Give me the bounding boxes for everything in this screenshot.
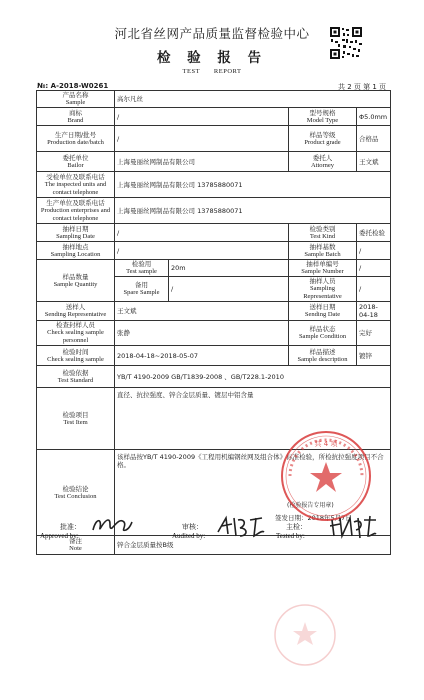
label-production-date: 生产日期/批号 Production date/batch: [37, 126, 115, 152]
label-sample-description: 样品描述 Sample description: [289, 346, 357, 366]
row-inspected-units: [37, 172, 391, 198]
value-product-name: 高尔凡丝: [115, 91, 391, 108]
value-attorney: 王文斌: [357, 152, 391, 172]
faint-stamp: [270, 600, 340, 670]
label-sample-number: 抽样单编号 Sample Number: [289, 260, 357, 277]
approved-by: 批准： Approved by:: [40, 523, 81, 540]
row-seal: [37, 321, 391, 346]
label-brand: 商标 Brand: [37, 108, 115, 126]
stamp-label: (检验报告专用章): [287, 502, 334, 509]
inspection-seal: [276, 426, 376, 526]
label-sending-rep: 送样人 Sending Representative: [37, 302, 115, 321]
label-sample-condition: 样品状态 Sample Condition: [289, 321, 357, 346]
label-test-standard: 检验依据 Test Standard: [37, 366, 115, 388]
label-sampling-location: 抽样地点 Sampling Location: [37, 242, 115, 260]
value-brand: /: [115, 108, 289, 126]
value-sampling-date: /: [115, 224, 289, 242]
label-grade: 样品等级 Product grade: [289, 126, 357, 152]
value-sending-date: 2018-04-18: [357, 302, 391, 321]
label-sample-quantity: 样品数量 Sample Quantity: [37, 260, 115, 302]
report-number: №: A-2018-W0261: [37, 82, 109, 90]
issue-date: 签发日期：2018年5月7日: [275, 514, 352, 522]
report-subtitle: TEST REPORT: [182, 68, 242, 75]
row-product: [37, 91, 391, 108]
row-sampling-date: [37, 224, 391, 242]
page-info: 共 2 页 第 1 页: [338, 83, 387, 91]
row-sampling-location: [37, 242, 391, 260]
value-inspected-units: 上海曼丽丝网制品有限公司 13785880071: [115, 172, 391, 198]
value-seal-personnel: 张静: [115, 321, 289, 346]
approved-signature: [90, 514, 134, 536]
value-production-enterprises: 上海曼丽丝网制品有限公司 13785880071: [115, 198, 391, 224]
row-check-time: [37, 346, 391, 366]
tested-by: 主检： Tested by:: [276, 523, 307, 540]
label-model-type: 型号规格 Model Type: [289, 108, 357, 126]
label-inspected-units: 受检单位及联系电话 The inspected units and contact telephone: [37, 172, 115, 198]
tested-signature: [330, 514, 378, 540]
report-title: 检 验 报 告: [156, 50, 268, 66]
value-sample-condition: 完好: [357, 321, 391, 346]
value-production-date: /: [115, 126, 289, 152]
value-sending-rep: 王文斌: [115, 302, 289, 321]
label-bailor: 委托单位 Bailor: [37, 152, 115, 172]
value-sample-description: 镀锌: [357, 346, 391, 366]
value-model-type: Φ5.0mm: [357, 108, 391, 126]
value-sampling-rep: /: [357, 277, 391, 302]
value-sample-batch: /: [357, 242, 391, 260]
label-sending-date: 送样日期 Sending Date: [289, 302, 357, 321]
label-spare-sample: 备用 Spare Sample: [115, 277, 169, 302]
conclusion-text: 该样品按YB/T 4190-2009《工程用机编钢丝网及组合体》标准检验，所检抗拉强度项目不合格。: [117, 453, 384, 469]
label-sampling-rep: 抽样人员 Sampling Representative: [289, 277, 357, 302]
value-test-kind: 委托检验: [357, 224, 391, 242]
seal-text: 共 4 项: [314, 440, 338, 448]
label-sampling-date: 抽样日期 Sampling Date: [37, 224, 115, 242]
audited-signature: [216, 514, 266, 540]
value-note: 锌合金层质量按B级: [115, 536, 391, 555]
label-test-item: 检验项目 Test Item: [37, 388, 115, 450]
row-sending: [37, 302, 391, 321]
label-check-time: 检验时间 Check sealing sample: [37, 346, 115, 366]
value-test-item: 直径、抗拉强度、锌合金层质量、镀层中铝含量: [115, 388, 391, 450]
label-note: 备注 Note: [37, 536, 115, 555]
label-test-kind: 检验类别 Test Kind: [289, 224, 357, 242]
value-bailor: 上海曼丽丝网制品有限公司: [115, 152, 289, 172]
label-product-name: 产品名称 Sample: [37, 91, 115, 108]
value-sampling-location: /: [115, 242, 289, 260]
row-brand: [37, 108, 391, 126]
label-conclusion: 检验结论 Test Conclusion: [37, 450, 115, 536]
value-test-sample: 20m: [169, 260, 289, 277]
row-standard: [37, 366, 391, 388]
value-check-time: 2018-04-18~2018-05-07: [115, 346, 289, 366]
value-spare-sample: /: [169, 277, 289, 302]
row-production-enterprises: [37, 198, 391, 224]
label-test-sample: 检验用 Test sample: [115, 260, 169, 277]
label-production-enterprises: 生产单位及联系电话 Production enterprises and contact telephone: [37, 198, 115, 224]
organization-name: 河北省丝网产品质量监督检验中心: [114, 26, 310, 41]
row-production: [37, 126, 391, 152]
label-seal-personnel: 检查封样人员 Check sealing sample personnel: [37, 321, 115, 346]
label-attorney: 委托人 Attorney: [289, 152, 357, 172]
label-sample-batch: 抽样基数 Sample Batch: [289, 242, 357, 260]
value-grade: 合格品: [357, 126, 391, 152]
row-sample-quantity-a: [37, 260, 391, 277]
row-bailor: [37, 152, 391, 172]
audited-by: 审核： Audited by:: [172, 523, 206, 540]
value-test-standard: YB/T 4190-2009 GB/T1839-2008 、GB/T228.1-2010: [115, 366, 391, 388]
value-sample-number: /: [357, 260, 391, 277]
